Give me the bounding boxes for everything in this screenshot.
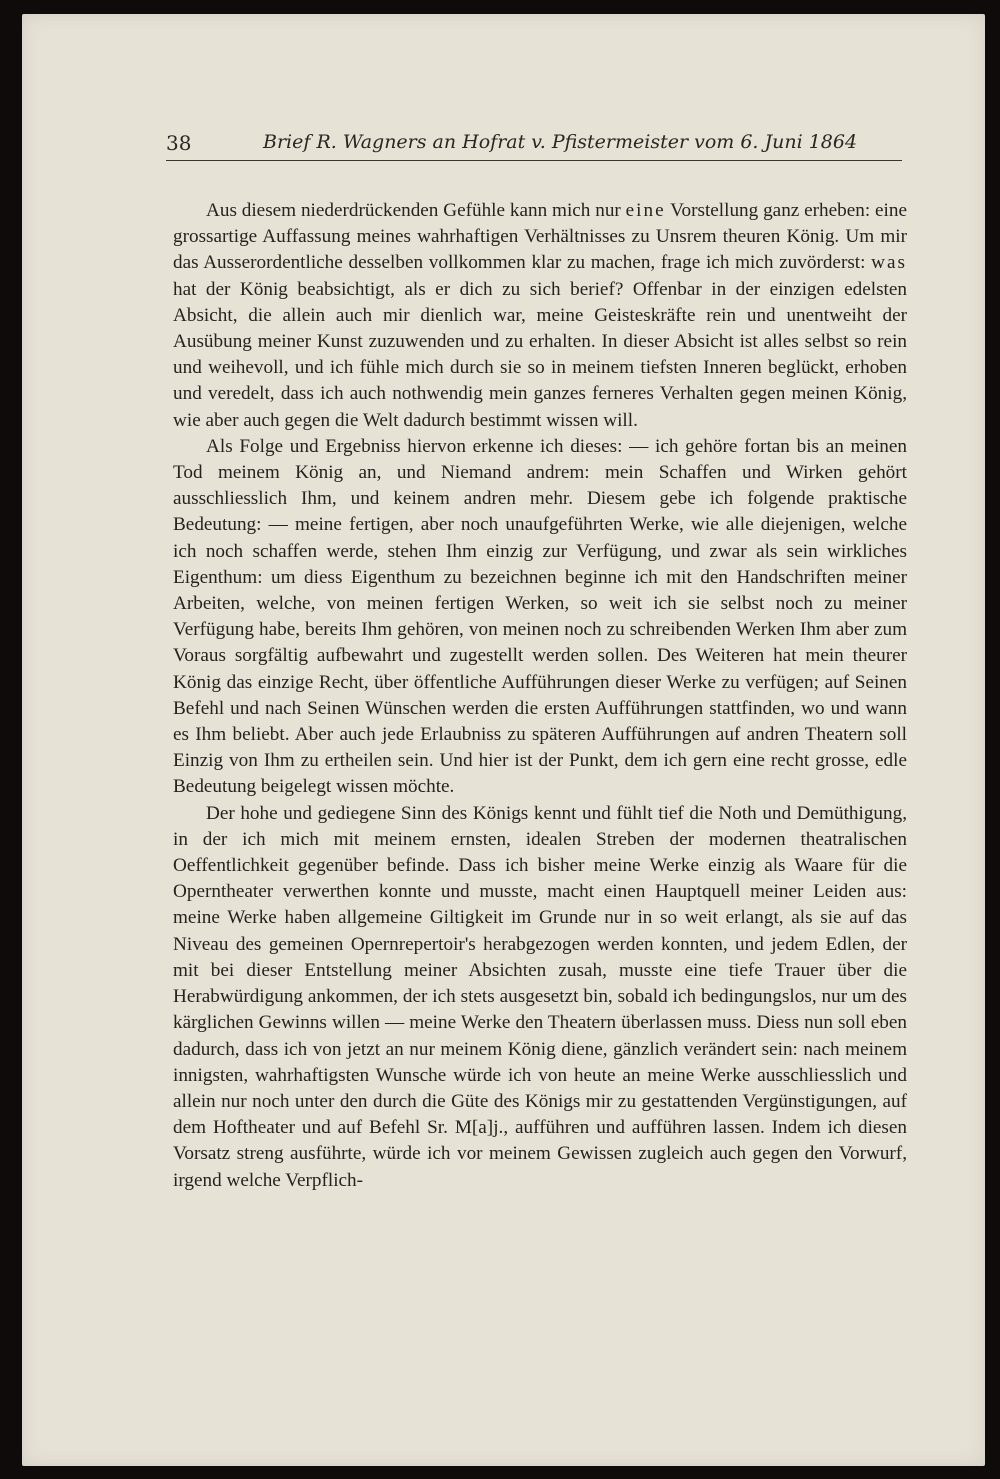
paragraph-1-emphasis-eine: eine bbox=[625, 200, 666, 221]
letter-body bbox=[173, 198, 907, 1194]
running-header bbox=[166, 128, 902, 161]
paragraph-1-text-a: Aus diesem niederdrückenden Gefühle kann mich nur bbox=[206, 200, 626, 221]
paragraph-1 bbox=[173, 198, 907, 434]
paragraph-1-text-b: Vorstellung ganz erheben: eine grossartige Auffassung meines wahrhaftigen Verhältnisses zu Unsrem theuren König. Um mir das Ausserordentliche desselben vollkommen klar zu machen, frage ich mich zuvörderst: bbox=[173, 200, 907, 274]
running-title: Brief R. Wagners an Hofrat v. Pfistermeister vom 6. Juni 1864 bbox=[263, 131, 858, 153]
paragraph-1-text-c: hat der König beabsichtigt, als er dich zu sich berief? Offenbar in der einzigen edelsten Absicht, die allein auch mir dienlich war, meine Geisteskräfte rein und unentweiht der Ausübung meiner Kunst zuzuwenden und zu erhalten. In dieser Absicht ist alles selbst so rein und weihevoll, und ich fühle mich durch sie so in meinem tiefsten Inneren beglückt, erhoben und veredelt, dass ich auch nothwendig mein ganzes ferneres Verhalten gegen meinen König, wie aber auch gegen die Welt dadurch bestimmt wissen will. bbox=[173, 278, 907, 431]
page-number: 38 bbox=[166, 131, 192, 155]
paragraph-2: Als Folge und Ergebniss hiervon erkenne ich dieses: — ich gehöre fortan bis an meinen Tod meinem König an, und Niemand andrem: mein Schaffen und Wirken gehört ausschliesslich Ihm, und keinem andren mehr. Diesem gebe ich folgende praktische Bedeutung: — meine fertigen, aber noch unaufgeführten Werke, wie alle diejenigen, welche ich noch schaffen werde, stehen Ihm einzig zur Verfügung, und zwar als sein wirkliches Eigenthum: um diess Eigenthum zu bezeichnen beginne ich mit den Handschriften meiner Arbeiten, welche, von meinen fertigen Werken, so weit ich sie selbst noch zu meiner Verfügung habe, bereits Ihm gehören, von meinen noch zu schreibenden Werken Ihm aber zum Voraus sorgfältig aufbewahrt und zugestellt werden sollen. Des Weiteren hat mein theurer König das einzige Recht, über öffentliche Aufführungen dieser Werke zu verfügen; auf Seinen Befehl und nach Seinen Wünschen werden die ersten Aufführungen stattfinden, wo und wann es Ihm beliebt. Aber auch jede Erlaubniss zu späteren Aufführungen auf andren Theatern soll Einzig von Ihm zu ertheilen sein. Und hier ist der Punkt, dem ich gern eine recht grosse, edle Bedeutung beigelegt wissen möchte. bbox=[173, 435, 907, 798]
paragraph-1-emphasis-was: was bbox=[871, 252, 907, 274]
paragraph-3: Der hohe und gediegene Sinn des Königs kennt und fühlt tief die Noth und Demüthigung, in der ich mich mit meinem ernsten, idealen Streben der modernen theatralischen Oeffentlichkeit gegenüber befinde. Dass ich bisher meine Werke einzig als Waare für die Operntheater verwerthen konnte und musste, macht einen Hauptquell meiner Leiden aus: meine Werke haben allgemeine Giltigkeit im Grunde nur in so weit erlangt, als sie auf das Niveau des gemeinen Opernrepertoir's herabgezogen werden konnten, und jedem Edlen, der mit bei dieser Entstellung meiner Absichten zusah, musste eine tiefe Trauer über die Herabwürdigung ankommen, der ich stets ausgesetzt bin, sobald ich bedingungslos, nur um des kärglichen Gewinns willen — meine Werke den Theatern überlassen muss. Diess nun soll eben dadurch, dass ich von jetzt an nur meinem König diene, gänzlich verändert sein: nach meinem innigsten, wahrhaftigsten Wunsche würde ich von heute an meine Werke ausschliesslich und allein nur noch unter den durch die Güte des Königs mir zu gestattenden Vergünstigungen, auf dem Hoftheater und auf Befehl Sr. M[a]j., aufführen und aufführen lassen. Indem ich diesen Vorsatz streng ausführte, würde ich vor meinem Gewissen zugleich auch gegen den Vorwurf, irgend welche Verpflich- bbox=[173, 802, 907, 1191]
